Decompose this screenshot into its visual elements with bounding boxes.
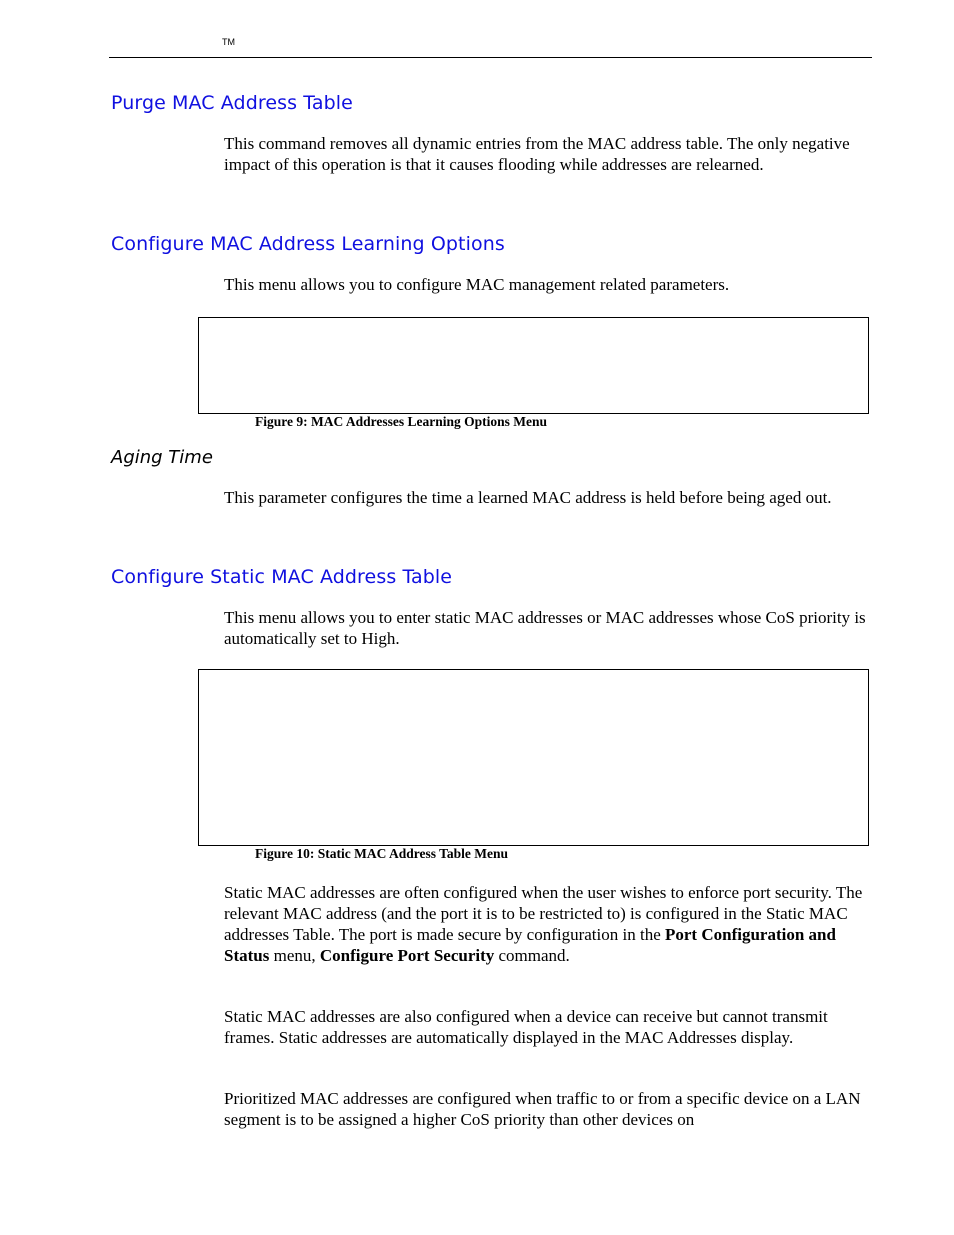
header-rule [109, 57, 872, 58]
static-para1-text-b: menu, [269, 946, 320, 965]
trademark-symbol: TM [222, 37, 235, 47]
figure-10-box [198, 669, 869, 846]
heading-configure-mac-learning: Configure MAC Address Learning Options [111, 233, 505, 255]
figure-9-caption: Figure 9: MAC Addresses Learning Options Menu [255, 414, 548, 429]
aging-time-description: This parameter configures the time a learned MAC address is held before being aged out. [224, 488, 832, 507]
heading-aging-time: Aging Time [111, 447, 213, 468]
static-description: This menu allows you to enter static MAC addresses or MAC addresses whose CoS priority is automatically set to High. [224, 608, 866, 648]
figure-10-caption: Figure 10: Static MAC Address Table Menu [255, 846, 509, 861]
figure-9-box [198, 317, 869, 414]
learning-description: This menu allows you to configure MAC management related parameters. [224, 275, 730, 294]
purge-description: This command removes all dynamic entries from the MAC address table. The only negative impact of this operation is that it causes flooding while addresses are relearned. [224, 134, 850, 174]
static-paragraph-prioritized: Prioritized MAC addresses are configured when traffic to or from a specific device on a LAN segment is to be assigned a higher CoS priority than other devices on [224, 1089, 861, 1129]
static-paragraph-security [224, 882, 870, 966]
heading-configure-static-mac-table: Configure Static MAC Address Table [111, 566, 453, 588]
static-para1-text-c: command. [494, 946, 570, 965]
static-paragraph-receive-only: Static MAC addresses are also configured when a device can receive but cannot transmit frames. Static addresses are automatically displayed in the MAC Addresses display. [224, 1007, 828, 1047]
static-para1-text-a: Static MAC addresses are often configured when the user wishes to enforce port security. The relevant MAC address (and the port it is to be restricted to) is configured in the Static MAC addresses Table. The port is made secure by configuration in the [224, 883, 863, 944]
port-configuration-and-status-term: Port Configuration and Status [224, 925, 836, 965]
configure-port-security-term: Configure Port Security [319, 946, 495, 965]
heading-purge-mac-address-table: Purge MAC Address Table [111, 92, 353, 114]
